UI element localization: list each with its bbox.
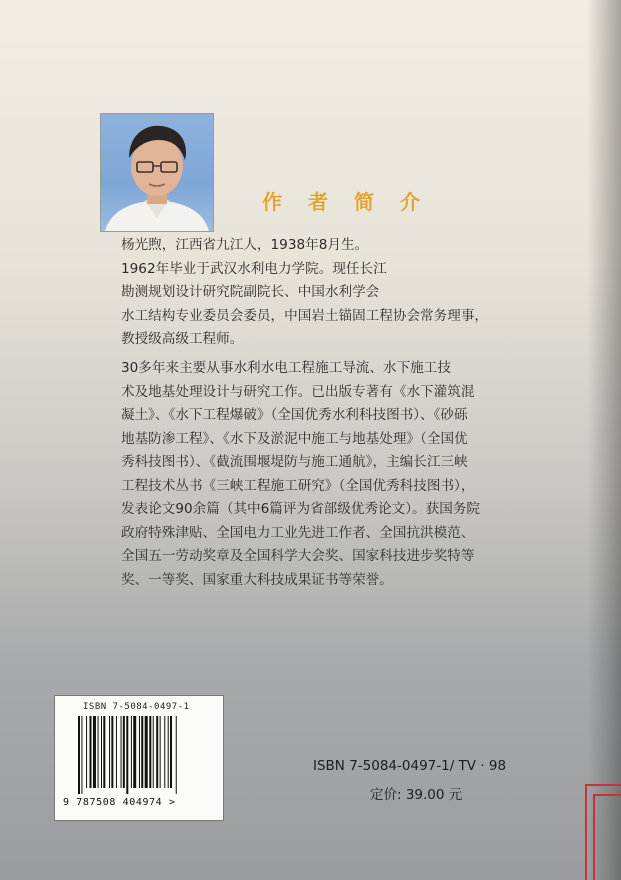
library-stamp-inner — [593, 794, 621, 880]
bio-line: 奖、一等奖、国家重大科技成果证书等荣誉。 — [121, 571, 393, 588]
barcode-isbn-text: ISBN 7-5084-0497-1 — [83, 702, 190, 712]
author-bio-paragraph-2 — [121, 357, 525, 592]
barcode-bars-icon — [77, 716, 203, 794]
bio-line: 教授级高级工程师。 — [121, 331, 244, 347]
bio-line: 地基防渗工程》、《水下及淤泥中施工与地基处理》（全国优 — [121, 430, 468, 447]
bio-line: 全国五一劳动奖章及全国科学大会奖、国家科技进步奖特等 — [121, 548, 475, 564]
section-title: 作者简介 — [262, 190, 446, 214]
bio-line: 凝土》、《水下工程爆破》（全国优秀水利科技图书）、《砂砾 — [121, 407, 468, 423]
bio-line: 水工结构专业委员会委员，中国岩土锚固工程协会常务理事， — [121, 307, 489, 324]
author-portrait-image — [101, 114, 213, 231]
isbn-barcode — [54, 695, 224, 821]
spine-shadow — [587, 0, 621, 880]
author-photo — [100, 113, 214, 232]
library-stamp — [585, 784, 621, 880]
bio-line: 工程技术丛书《三峡工程施工研究》（全国优秀科技图书）， — [121, 477, 475, 494]
bio-line: 杨光煦，江西省九江人，1938年8月生。 — [121, 237, 369, 253]
bio-line: 30多年来主要从事水利水电工程施工导流、水下施工技 — [121, 360, 451, 376]
bio-line: 1962年毕业于武汉水利电力学院。现任长江 — [121, 260, 387, 277]
author-bio-paragraph-1 — [121, 234, 525, 352]
bio-line: 发表论文90余篇（其中6篇评为省部级优秀论文）。获国务院 — [121, 501, 480, 517]
bio-line: 术及地基处理设计与研究工作。已出版专著有《水下灌筑混 — [121, 383, 475, 400]
isbn-classification: ISBN 7-5084-0497-1/ TV · 98 — [313, 758, 507, 774]
bio-line: 勘测规划设计研究院副院长、中国水利学会 — [121, 284, 380, 300]
price-label: 定价: 39.00 元 — [370, 787, 463, 803]
bio-line: 政府特殊津贴、全国电力工业先进工作者、全国抗洪模范、 — [121, 524, 475, 541]
barcode-digits: 9 787508 404974 > — [63, 797, 176, 808]
bio-line: 秀科技图书）、《截流围堰堤防与施工通航》，主编长江三峡 — [121, 454, 468, 470]
